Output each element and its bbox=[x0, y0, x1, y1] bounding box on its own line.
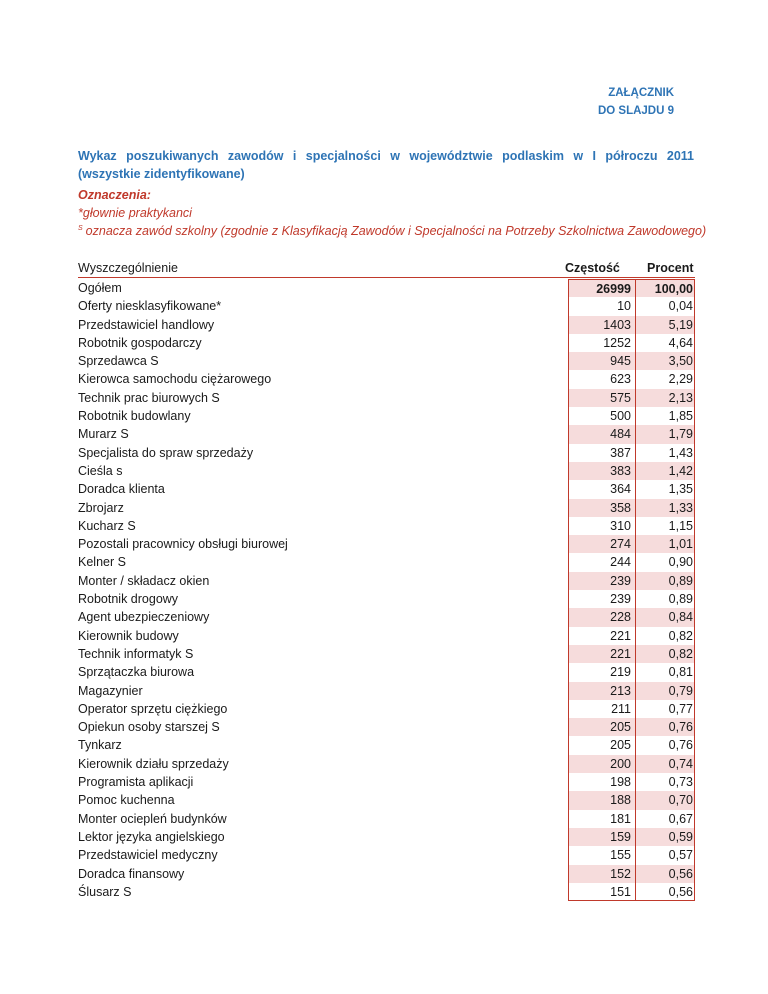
row-name: Opiekun osoby starszej S bbox=[78, 720, 220, 735]
row-percent: 0,57 bbox=[636, 846, 695, 864]
table-row bbox=[78, 444, 695, 462]
row-percent: 1,01 bbox=[636, 535, 695, 553]
row-percent: 0,74 bbox=[636, 755, 695, 773]
table-row bbox=[78, 334, 695, 352]
table-row bbox=[78, 553, 695, 571]
table-row bbox=[78, 279, 695, 297]
header-divider bbox=[78, 277, 695, 278]
row-percent: 100,00 bbox=[636, 279, 695, 297]
table-row bbox=[78, 297, 695, 315]
row-percent: 0,56 bbox=[636, 883, 695, 901]
table-row bbox=[78, 828, 695, 846]
row-name: Pomoc kuchenna bbox=[78, 793, 175, 808]
row-frequency: 244 bbox=[568, 553, 636, 571]
row-percent: 0,81 bbox=[636, 663, 695, 681]
table-row bbox=[78, 791, 695, 809]
row-percent: 1,79 bbox=[636, 425, 695, 443]
row-name: Cieśla s bbox=[78, 463, 123, 478]
table-row bbox=[78, 425, 695, 443]
table-row bbox=[78, 810, 695, 828]
row-name: Agent ubezpieczeniowy bbox=[78, 610, 210, 625]
table-row bbox=[78, 736, 695, 754]
row-percent: 0,82 bbox=[636, 627, 695, 645]
table-header bbox=[78, 259, 695, 277]
row-frequency: 159 bbox=[568, 828, 636, 846]
row-percent: 0,82 bbox=[636, 645, 695, 663]
row-name: Sprzedawca S bbox=[78, 354, 159, 369]
annex-subtitle: DO SLAJDU 9 bbox=[597, 105, 674, 117]
row-name: Doradca finansowy bbox=[78, 866, 185, 881]
row-percent: 0,73 bbox=[636, 773, 695, 791]
row-name: Monter ociepleń budynków bbox=[78, 811, 227, 826]
table-row bbox=[78, 627, 695, 645]
row-frequency: 155 bbox=[568, 846, 636, 864]
row-frequency: 623 bbox=[568, 370, 636, 388]
row-name: Tynkarz bbox=[78, 738, 122, 753]
row-frequency: 151 bbox=[568, 883, 636, 901]
row-percent: 1,85 bbox=[636, 407, 695, 425]
row-frequency: 484 bbox=[568, 425, 636, 443]
row-name: Programista aplikacji bbox=[78, 775, 194, 790]
row-percent: 0,89 bbox=[636, 590, 695, 608]
row-frequency: 1403 bbox=[568, 316, 636, 334]
row-percent: 2,29 bbox=[636, 370, 695, 388]
row-frequency: 239 bbox=[568, 572, 636, 590]
table-row bbox=[78, 407, 695, 425]
table-row bbox=[78, 865, 695, 883]
row-name: Zbrojarz bbox=[78, 500, 124, 515]
table-row bbox=[78, 535, 695, 553]
table-row bbox=[78, 572, 695, 590]
row-percent: 0,70 bbox=[636, 791, 695, 809]
row-frequency: 310 bbox=[568, 517, 636, 535]
row-frequency: 383 bbox=[568, 462, 636, 480]
row-name: Kierowca samochodu ciężarowego bbox=[78, 372, 272, 387]
row-frequency: 200 bbox=[568, 755, 636, 773]
row-percent: 2,13 bbox=[636, 389, 695, 407]
table-row bbox=[78, 755, 695, 773]
row-percent: 0,77 bbox=[636, 700, 695, 718]
row-frequency: 221 bbox=[568, 627, 636, 645]
row-frequency: 213 bbox=[568, 682, 636, 700]
row-percent: 1,42 bbox=[636, 462, 695, 480]
row-name: Przedstawiciel handlowy bbox=[78, 317, 215, 332]
header-name: Wyszczególnienie bbox=[78, 261, 178, 275]
row-name: Ślusarz S bbox=[78, 884, 132, 899]
table-row bbox=[78, 663, 695, 681]
row-percent: 0,76 bbox=[636, 718, 695, 736]
header-percent: Procent bbox=[647, 261, 694, 275]
row-name: Kierownik budowy bbox=[78, 628, 179, 643]
row-name: Przedstawiciel medyczny bbox=[78, 848, 218, 863]
table-row bbox=[78, 352, 695, 370]
row-name: Doradca klienta bbox=[78, 482, 165, 497]
row-percent: 0,84 bbox=[636, 608, 695, 626]
row-name: Kelner S bbox=[78, 555, 126, 570]
row-percent: 1,35 bbox=[636, 480, 695, 498]
row-name: Murarz S bbox=[78, 427, 129, 442]
row-name: Ogółem bbox=[78, 281, 122, 295]
row-name: Oferty niesklasyfikowane* bbox=[78, 299, 222, 314]
table-row bbox=[78, 682, 695, 700]
row-percent: 0,56 bbox=[636, 865, 695, 883]
row-frequency: 10 bbox=[568, 297, 636, 315]
row-name: Monter / składacz okien bbox=[78, 573, 210, 588]
row-name: Technik prac biurowych S bbox=[78, 390, 220, 405]
row-name: Robotnik budowlany bbox=[78, 409, 191, 424]
row-name: Specjalista do spraw sprzedaży bbox=[78, 445, 254, 460]
row-name: Pozostali pracownicy obsługi biurowej bbox=[78, 537, 288, 552]
row-frequency: 239 bbox=[568, 590, 636, 608]
row-name: Kucharz S bbox=[78, 518, 136, 533]
row-name: Technik informatyk S bbox=[78, 646, 194, 661]
legend-note-school-profession bbox=[78, 222, 718, 240]
row-name: Robotnik drogowy bbox=[78, 592, 179, 607]
table-row bbox=[78, 645, 695, 663]
row-frequency: 181 bbox=[568, 810, 636, 828]
row-frequency: 387 bbox=[568, 444, 636, 462]
row-frequency: 188 bbox=[568, 791, 636, 809]
header-frequency: Częstość bbox=[565, 261, 620, 275]
table-row bbox=[78, 773, 695, 791]
table-row bbox=[78, 316, 695, 334]
row-frequency: 26999 bbox=[568, 279, 636, 297]
row-percent: 0,67 bbox=[636, 810, 695, 828]
row-frequency: 198 bbox=[568, 773, 636, 791]
row-name: Lektor języka angielskiego bbox=[78, 829, 225, 844]
row-percent: 0,89 bbox=[636, 572, 695, 590]
table-row bbox=[78, 389, 695, 407]
row-frequency: 228 bbox=[568, 608, 636, 626]
table-row bbox=[78, 718, 695, 736]
row-percent: 0,59 bbox=[636, 828, 695, 846]
row-percent: 1,15 bbox=[636, 517, 695, 535]
row-name: Kierownik działu sprzedaży bbox=[78, 756, 229, 771]
legend-note-trainees: *głownie praktykanci bbox=[78, 206, 192, 220]
table-row bbox=[78, 462, 695, 480]
row-frequency: 1252 bbox=[568, 334, 636, 352]
row-frequency: 221 bbox=[568, 645, 636, 663]
table-row bbox=[78, 370, 695, 388]
professions-table bbox=[78, 279, 695, 901]
table-row bbox=[78, 846, 695, 864]
row-frequency: 211 bbox=[568, 700, 636, 718]
document-intro: Wykaz poszukiwanych zawodów i specjalności w województwie podlaskim w I półroczu 2011 (wszystkie zidentyfikowane) bbox=[78, 149, 694, 181]
table-row bbox=[78, 499, 695, 517]
table-row bbox=[78, 883, 695, 901]
table-row bbox=[78, 608, 695, 626]
table-row bbox=[78, 480, 695, 498]
row-frequency: 274 bbox=[568, 535, 636, 553]
legend-heading: Oznaczenia: bbox=[78, 188, 151, 202]
row-percent: 4,64 bbox=[636, 334, 695, 352]
row-frequency: 358 bbox=[568, 499, 636, 517]
row-percent: 1,33 bbox=[636, 499, 695, 517]
row-name: Operator sprzętu ciężkiego bbox=[78, 701, 228, 716]
row-frequency: 364 bbox=[568, 480, 636, 498]
row-percent: 0,04 bbox=[636, 297, 695, 315]
annex-title: ZAŁĄCZNIK bbox=[608, 87, 674, 99]
row-percent: 1,43 bbox=[636, 444, 695, 462]
row-percent: 3,50 bbox=[636, 352, 695, 370]
table-row bbox=[78, 590, 695, 608]
table-row bbox=[78, 700, 695, 718]
legend-marker: S bbox=[78, 225, 83, 232]
legend-note-text: oznacza zawód szkolny (zgodnie z Klasyfikacją Zawodów i Specjalności na Potrzeby Szkolnictwa Zawodowego) bbox=[85, 224, 707, 238]
row-frequency: 500 bbox=[568, 407, 636, 425]
table-row bbox=[78, 517, 695, 535]
row-name: Sprzątaczka biurowa bbox=[78, 665, 195, 680]
row-frequency: 205 bbox=[568, 718, 636, 736]
row-frequency: 575 bbox=[568, 389, 636, 407]
row-frequency: 945 bbox=[568, 352, 636, 370]
row-percent: 0,90 bbox=[636, 553, 695, 571]
row-percent: 5,19 bbox=[636, 316, 695, 334]
row-frequency: 152 bbox=[568, 865, 636, 883]
row-name: Magazynier bbox=[78, 683, 143, 698]
row-percent: 0,76 bbox=[636, 736, 695, 754]
row-frequency: 205 bbox=[568, 736, 636, 754]
row-percent: 0,79 bbox=[636, 682, 695, 700]
row-name: Robotnik gospodarczy bbox=[78, 335, 202, 350]
row-frequency: 219 bbox=[568, 663, 636, 681]
